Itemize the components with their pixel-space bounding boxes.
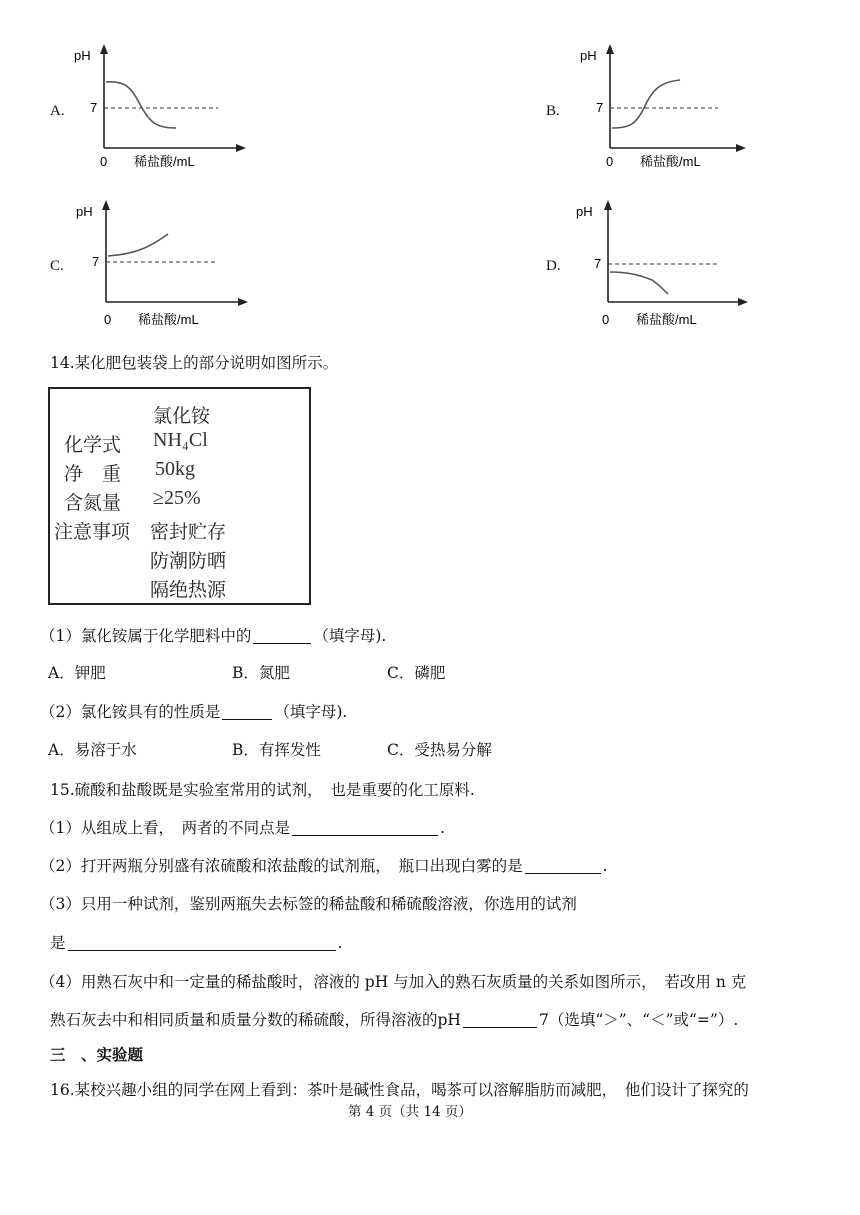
graph-c-origin: 0 [104,312,112,327]
q15-part4-blank[interactable] [463,1011,537,1028]
q15-part4-line2 [50,1008,738,1030]
section-title-experiment: 三 、实验题 [50,1046,144,1064]
q14-part1-prompt: （1）氯化铵属于化学肥料中的 [40,627,252,645]
label-n-val: ≥25% [153,487,201,509]
graph-d-seven: 7 [594,256,602,271]
q14-part1-hint: （填字母). [313,627,387,645]
graph-a-seven: 7 [90,100,98,115]
q15-part2-end: . [602,857,608,875]
label-formula-key: 化学式 [64,434,122,456]
q15-part3-blank[interactable] [68,934,336,951]
label-name: 氯化铵 [153,405,211,427]
graph-c-xlabel: 稀盐酸/mL [138,312,199,327]
q15-part4-hint: 7（选填“＞”、“＜”或“=”）. [538,1011,739,1029]
q15-part2 [40,854,608,876]
graph-a-origin: 0 [100,154,108,169]
graph-c-ylabel: pH [76,204,93,219]
option-d-letter: D. [546,258,561,274]
q15-stem: 15.硫酸和盐酸既是实验室常用的试剂， 也是重要的化工原料. [50,781,475,799]
q16-stem: 16.某校兴趣小组的同学在网上看到：茶叶是碱性食品，喝茶可以溶解脂肪而减肥， 他们设计了探究的 [50,1081,749,1099]
q14-stem: 14.某化肥包装袋上的部分说明如图所示。 [50,354,339,372]
q15-part2-prompt: （2）打开两瓶分别盛有浓硫酸和浓盐酸的试剂瓶， 瓶口出现白雾的是 [40,857,523,875]
q15-part2-blank[interactable] [525,857,601,874]
q15-part3-line2 [50,931,342,953]
graph-d-ylabel: pH [576,204,593,219]
q15-part1-end: . [440,819,446,837]
graph-d [574,196,754,336]
q14-p1-option-b[interactable]: B．氮肥 [232,664,290,682]
graph-d-origin: 0 [602,312,610,327]
q14-part2-prompt: （2）氯化铵具有的性质是 [40,703,221,721]
q15-part1-prompt: （1）从组成上看， 两者的不同点是 [40,819,291,837]
q14-p2-option-b[interactable]: B．有挥发性 [232,741,321,759]
graph-b [578,40,758,180]
graph-d-xlabel: 稀盐酸/mL [636,312,697,327]
label-note-1: 密封贮存 [150,521,227,543]
label-note-key: 注意事项 [54,521,131,543]
q14-part1 [40,624,386,646]
label-note-3: 隔绝热源 [150,579,227,601]
q15-part3-end: . [337,934,343,952]
q14-p1-option-a[interactable]: A．钾肥 [48,664,106,682]
q14-part2-blank[interactable] [222,703,272,720]
label-weight-val: 50kg [155,458,195,480]
q15-part4-prompt: 熟石灰去中和相同质量和质量分数的稀硫酸，所得溶液的pH [50,1011,461,1029]
graph-a-xlabel: 稀盐酸/mL [134,154,195,169]
q14-part2-hint: （填字母). [274,703,348,721]
graph-c [72,196,252,336]
q15-part1 [40,816,445,838]
label-formula-val: NH₄Cl [153,429,208,451]
option-a-letter: A. [50,103,65,119]
option-c-letter: C. [50,258,64,274]
graph-c-seven: 7 [92,254,100,269]
q14-p1-option-c[interactable]: C．磷肥 [387,664,446,682]
q14-part1-blank[interactable] [253,627,311,644]
q15-part3-line1: （3）只用一种试剂，鉴别两瓶失去标签的稀盐酸和稀硫酸溶液，你选用的试剂 [40,895,577,913]
graph-b-origin: 0 [606,154,614,169]
graph-b-xlabel: 稀盐酸/mL [640,154,701,169]
fertilizer-label [48,387,311,605]
q14-p2-option-a[interactable]: A．易溶于水 [48,741,137,759]
graph-a [70,40,250,180]
label-n-key: 含氮量 [64,492,122,514]
graph-b-seven: 7 [596,100,604,115]
graph-b-ylabel: pH [580,48,597,63]
q15-part3-prompt: 是 [50,934,66,952]
label-weight-key: 净 重 [64,463,122,485]
page-footer: 第 4 页（共 14 页） [348,1104,472,1120]
q14-p2-option-c[interactable]: C．受热易分解 [387,741,492,759]
option-b-letter: B. [546,103,560,119]
q14-part2 [40,700,347,722]
q15-part1-blank[interactable] [292,819,438,836]
label-note-2: 防潮防晒 [150,550,227,572]
q15-part4-line1: （4）用熟石灰中和一定量的稀盐酸时，溶液的 pH 与加入的熟石灰质量的关系如图所示， 若改用 n 克 [40,973,747,991]
graph-a-ylabel: pH [74,48,91,63]
